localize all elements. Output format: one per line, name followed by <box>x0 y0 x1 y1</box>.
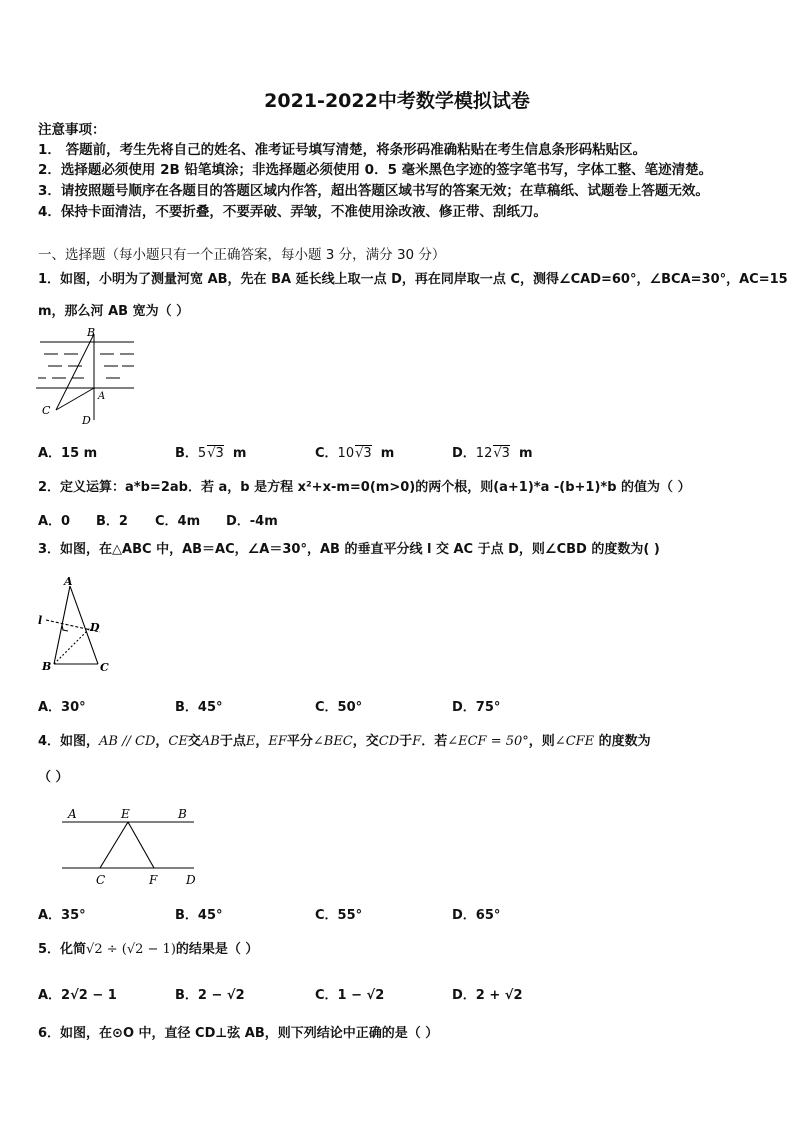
option-d[interactable]: D．65° <box>452 908 501 923</box>
point-label-b: B <box>87 326 96 339</box>
question-stem: 6．如图，在⊙O 中，直径 CD⊥弦 AB，则下列结论中正确的是（ ） <box>38 1026 439 1041</box>
option-c[interactable]: C．4m <box>155 514 201 529</box>
notice-item: 2．选择题必须使用 2B 铅笔填涂；非选择题必须使用 0．5 毫米黑色字迹的签字笔书写，字体工整、笔迹清楚。 <box>38 162 713 178</box>
sqrt-radicand: √3 <box>207 446 224 461</box>
notice-heading: 注意事项： <box>38 122 106 138</box>
option-c[interactable]: C．50° <box>315 700 363 715</box>
option-d[interactable]: D．12√3 m <box>452 446 533 461</box>
option-a[interactable]: A．2√2 − 1 <box>38 988 117 1003</box>
option-c[interactable]: C．55° <box>315 908 363 923</box>
option-label: B． <box>175 446 198 461</box>
option-a[interactable]: A．30° <box>38 700 86 715</box>
point-label-d: D <box>82 414 91 426</box>
option-c[interactable]: C．10√3 m <box>315 446 395 461</box>
sqrt-radicand: √3 <box>493 446 510 461</box>
triangle-figure <box>34 576 118 676</box>
point-label-a: A <box>98 391 106 402</box>
question-stem: （ ） <box>38 770 69 785</box>
sqrt-radicand: √3 <box>355 446 372 461</box>
option-d[interactable]: D．-4m <box>226 514 278 529</box>
notice-item: 1． 答题前，考生先将自己的姓名、准考证号填写清楚，将条形码准确粘贴在考生信息条形码粘贴区。 <box>38 142 647 158</box>
point-label-b: B <box>42 660 52 673</box>
point-label-a: A <box>64 576 73 588</box>
line-label-l: l <box>38 614 43 627</box>
point-label-a: A <box>68 807 77 821</box>
question-stem: 1．如图，小明为了测量河宽 AB，先在 BA 延长线上取一点 D，再在同岸取一点 C，测得∠CAD=60°，∠BCA=30°，AC=15 <box>38 272 788 287</box>
option-b[interactable]: B．2 − √2 <box>175 988 245 1003</box>
option-b[interactable]: B．45° <box>175 908 223 923</box>
option-coefficient: 12 <box>475 446 493 461</box>
option-b[interactable]: B．5√3 m <box>175 446 247 461</box>
point-label-d: D <box>90 621 100 634</box>
point-label-c: C <box>42 404 51 417</box>
parallel-lines-figure <box>60 800 206 888</box>
option-b[interactable]: B．45° <box>175 700 223 715</box>
option-label: D． <box>452 446 476 461</box>
option-a[interactable]: A．15 m <box>38 446 98 461</box>
point-label-e: E <box>121 807 130 821</box>
option-coefficient: 5 <box>197 446 207 461</box>
question-stem: m，那么河 AB 宽为（ ） <box>38 304 190 319</box>
question-stem: 3．如图，在△ABC 中，AB＝AC，∠A＝30°，AB 的垂直平分线 l 交 AC 于点 D，则∠CBD 的度数为( ) <box>38 542 660 557</box>
option-label: C． <box>315 446 338 461</box>
point-label-c: C <box>96 873 106 887</box>
notice-item: 4．保持卡面清洁，不要折叠，不要弄破、弄皱，不准使用涂改液、修正带、刮纸刀。 <box>38 204 547 220</box>
point-label-b: B <box>178 807 187 821</box>
notice-item: 3．请按照题号顺序在各题目的答题区域内作答，超出答题区域书写的答案无效；在草稿纸、试题卷上答题无效。 <box>38 183 709 199</box>
option-c[interactable]: C．1 − √2 <box>315 988 385 1003</box>
section-heading: 一、选择题（每小题只有一个正确答案，每小题 3 分，满分 30 分） <box>38 247 446 263</box>
option-a[interactable]: A．0 <box>38 514 71 529</box>
question-stem: 2．定义运算：a*b=2ab．若 a，b 是方程 x²+x-m=0(m>0)的两个根，则(a+1)*a -(b+1)*b 的值为（ ） <box>38 480 691 495</box>
option-coefficient: 10 <box>337 446 355 461</box>
option-a[interactable]: A．35° <box>38 908 86 923</box>
point-label-c: C <box>100 661 109 674</box>
option-d[interactable]: D．75° <box>452 700 501 715</box>
river-figure <box>34 326 138 426</box>
question-stem: 4．如图，AB // CD，CE交AB于点E，EF平分∠BEC，交CD于F．若∠ECF = 50°，则∠CFE 的度数为 <box>38 734 651 749</box>
page-title: 2021-2022中考数学模拟试卷 <box>264 90 530 112</box>
question-stem: 5．化简√2 ÷ (√2 − 1)的结果是（ ） <box>38 942 259 957</box>
point-label-d: D <box>186 873 196 887</box>
point-label-f: F <box>149 873 158 887</box>
option-b[interactable]: B．2 <box>96 514 128 529</box>
option-d[interactable]: D．2 + √2 <box>452 988 523 1003</box>
math-expression: √2 ÷ (√2 − 1) <box>86 942 176 957</box>
